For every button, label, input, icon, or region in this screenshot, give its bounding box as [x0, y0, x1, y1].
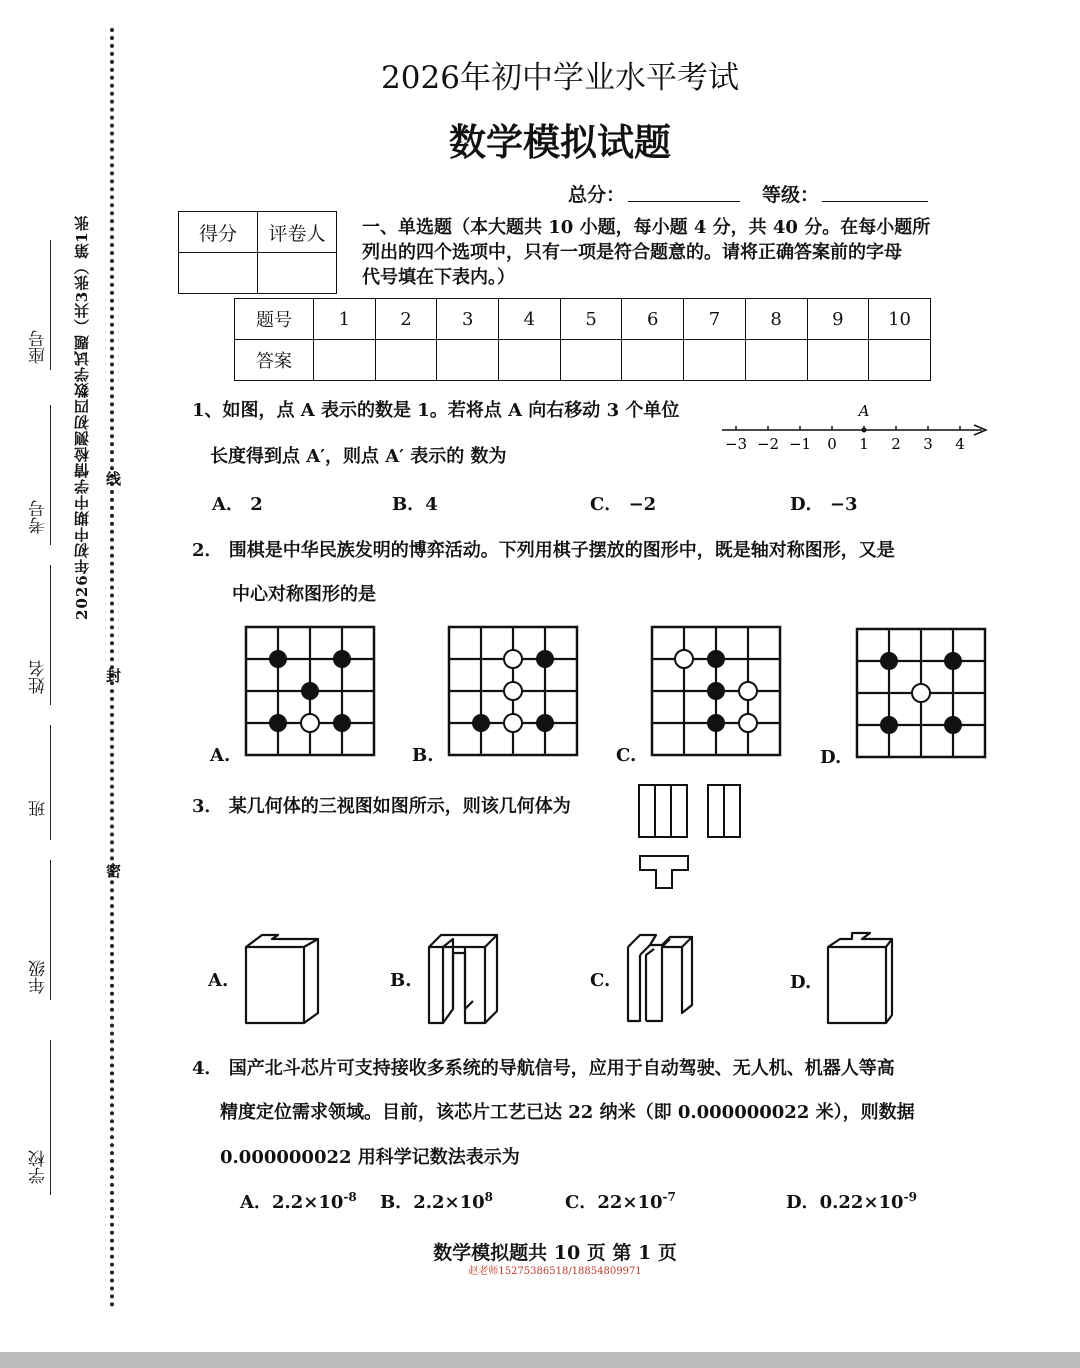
q4-option-a-label: A．: [240, 1192, 272, 1213]
black-stone: [944, 652, 962, 670]
black-stone: [333, 650, 351, 668]
seal-char-seal: 封: [106, 667, 122, 685]
score-box-reviewer-label: 评卷人: [258, 212, 337, 253]
q3-solid-d: [822, 925, 902, 1027]
score-box-score-label: 得分: [179, 212, 258, 253]
side-field-name: 姓名: [29, 660, 49, 694]
black-stone: [536, 650, 554, 668]
point-a-label: A: [858, 402, 870, 420]
q4-option-c-exponent: -7: [662, 1190, 676, 1204]
white-stone: [504, 682, 522, 700]
black-stone: [880, 652, 898, 670]
answer-table-number: 2: [375, 299, 437, 340]
side-field-exam-number-line: [50, 405, 51, 545]
side-field-exam-number: 考号: [29, 500, 49, 534]
number-line-tick-label: 3: [923, 435, 933, 453]
side-field-class-line: [50, 725, 51, 840]
side-exam-title: 2026年初中期中学情检测初四数学试题（共3张）第1张: [73, 215, 91, 620]
white-stone: [739, 682, 757, 700]
q4-option-d-value: 0.22×10: [819, 1192, 904, 1213]
q1-option-d: D． −3: [790, 494, 858, 515]
q4-text-line3: 0.000000022 用科学记数法表示为: [220, 1147, 520, 1168]
total-score-label: 总分：: [568, 184, 626, 206]
q3-three-view-diagram: [636, 782, 746, 894]
number-line-tick-label: 0: [827, 435, 837, 453]
seal-char-line: 线: [106, 470, 122, 488]
answer-table-number: 6: [622, 299, 684, 340]
scan-bottom-edge: [0, 1352, 1080, 1368]
q4-option-a: [240, 1188, 357, 1214]
answer-cell: [622, 340, 684, 381]
side-field-seat-line: [50, 240, 51, 370]
q4-option-b-exponent: 8: [484, 1190, 494, 1204]
answer-table-number: 7: [684, 299, 746, 340]
black-stone: [707, 682, 725, 700]
side-field-school-line: [50, 1040, 51, 1195]
number-line-tick-label: −3: [724, 435, 748, 453]
black-stone: [472, 714, 490, 732]
white-stone: [504, 714, 522, 732]
section1-instructions: [362, 215, 972, 290]
score-box-score-cell: [179, 253, 258, 294]
black-stone: [707, 650, 725, 668]
answer-cell: [807, 340, 869, 381]
q4-option-c-label: C．: [565, 1192, 598, 1213]
q4-option-b-value: 2.2×10: [413, 1192, 485, 1213]
answer-cell: [684, 340, 746, 381]
point-a-marker: [862, 428, 867, 433]
q1-option-b: B．4: [392, 494, 438, 515]
score-box-reviewer-cell: [258, 253, 337, 294]
number-line-tick-label: −1: [788, 435, 812, 453]
q2-label-a: A.: [210, 745, 231, 766]
q4-option-a-exponent: -8: [343, 1190, 357, 1204]
q2-go-board-d: [855, 627, 987, 759]
answer-table-number: 8: [745, 299, 807, 340]
watermark-contact: 赵老师15275386518/18854809971: [468, 1266, 642, 1277]
seal-char-secret: 密: [106, 862, 122, 880]
q4-option-d-label: D．: [786, 1192, 820, 1213]
answer-table: [234, 298, 931, 381]
q2-label-d: D.: [820, 747, 842, 768]
q2-text-line1: 2． 围棋是中华民族发明的博弈活动。下列用棋子摆放的图形中，既是轴对称图形，又是: [192, 540, 895, 561]
q3-label-d: D.: [790, 972, 812, 993]
q3-label-b: B.: [390, 970, 412, 991]
q3-label-a: A.: [208, 970, 229, 991]
answer-cell: [437, 340, 499, 381]
section1-instructions-line: 代号填在下表内。）: [362, 267, 515, 288]
q3-solid-a: [240, 925, 330, 1027]
black-stone: [707, 714, 725, 732]
answer-cell: [499, 340, 561, 381]
answer-cell: [314, 340, 376, 381]
exam-subtitle: 数学模拟试题: [449, 120, 671, 164]
q4-option-a-value: 2.2×10: [271, 1192, 344, 1213]
side-field-grade: 年级: [29, 960, 49, 994]
q1-text-line1: 1、如图，点 A 表示的数是 1。若将点 A 向右移动 3 个单位: [192, 400, 680, 421]
black-stone: [944, 716, 962, 734]
q1-option-c: C． −2: [590, 494, 657, 515]
q1-number-line: [720, 400, 990, 460]
section1-instructions-line: 列出的四个选项中，只有一项是符合题意的。请将正确答案前的字母: [362, 242, 902, 263]
side-field-school: 学校: [29, 1150, 49, 1184]
answer-cell: [375, 340, 437, 381]
answer-table-number: 5: [560, 299, 622, 340]
answer-table-number: 4: [499, 299, 561, 340]
q2-go-board-b: [447, 625, 579, 757]
page-footer: 数学模拟题共 10 页 第 1 页: [433, 1242, 677, 1264]
exam-title: 2026年初中学业水平考试: [381, 60, 739, 96]
white-stone: [912, 684, 930, 702]
answer-cell: [745, 340, 807, 381]
answer-table-number: 1: [314, 299, 376, 340]
black-stone: [301, 682, 319, 700]
answer-table-number: 9: [807, 299, 869, 340]
q4-text-line1: 4． 国产北斗芯片可支持接收多系统的导航信号，应用于自动驾驶、无人机、机器人等高: [192, 1058, 895, 1079]
q2-go-board-a: [244, 625, 376, 757]
black-stone: [880, 716, 898, 734]
number-line-tick-label: 2: [891, 435, 901, 453]
section1-instructions-line: 一、单选题（本大题共 10 小题，每小题 4 分，共 40 分。在每小题所: [362, 217, 931, 238]
grade-level-label: 等级：: [762, 184, 820, 206]
q4-option-b: [380, 1188, 493, 1214]
number-line-tick-label: 4: [955, 435, 965, 453]
black-stone: [536, 714, 554, 732]
answer-cell: [560, 340, 622, 381]
black-stone: [269, 650, 287, 668]
black-stone: [269, 714, 287, 732]
total-score-blank: [628, 201, 740, 202]
q4-option-c-value: 22×10: [597, 1192, 663, 1213]
score-box: [178, 211, 337, 294]
q3-solid-b: [425, 925, 505, 1030]
side-field-name-line: [50, 565, 51, 705]
q1-option-a: A． 2: [212, 494, 263, 515]
number-line-tick-label: −2: [756, 435, 780, 453]
side-field-seat: 座号: [29, 330, 49, 364]
side-field-class: 班: [29, 800, 49, 817]
q4-option-c: [565, 1188, 676, 1214]
q4-option-b-label: B．: [380, 1192, 414, 1213]
number-line-tick-label: 1: [859, 435, 869, 453]
q4-option-d-exponent: -9: [903, 1190, 917, 1204]
q1-text-line2: 长度得到点 A′，则点 A′ 表示的 数为: [210, 446, 507, 467]
q3-label-c: C.: [590, 970, 611, 991]
answer-table-number: 10: [869, 299, 931, 340]
answer-table-number: 3: [437, 299, 499, 340]
answer-table-answer-label: 答案: [235, 340, 314, 381]
q3-solid-c: [620, 925, 700, 1030]
q4-option-d: [786, 1188, 917, 1214]
q2-label-b: B.: [412, 745, 434, 766]
white-stone: [301, 714, 319, 732]
q2-text-line2: 中心对称图形的是: [232, 584, 376, 605]
white-stone: [504, 650, 522, 668]
q2-label-c: C.: [616, 745, 637, 766]
side-field-grade-line: [50, 860, 51, 1000]
q2-go-board-c: [650, 625, 782, 757]
answer-table-question-label: 题号: [235, 299, 314, 340]
q3-text: 3． 某几何体的三视图如图所示，则该几何体为: [192, 796, 571, 817]
grade-level-blank: [822, 201, 928, 202]
answer-cell: [869, 340, 931, 381]
q4-text-line2: 精度定位需求领域。目前，该芯片工艺已达 22 纳米（即 0.000000022 米），则数据: [220, 1102, 915, 1123]
white-stone: [675, 650, 693, 668]
black-stone: [333, 714, 351, 732]
white-stone: [739, 714, 757, 732]
